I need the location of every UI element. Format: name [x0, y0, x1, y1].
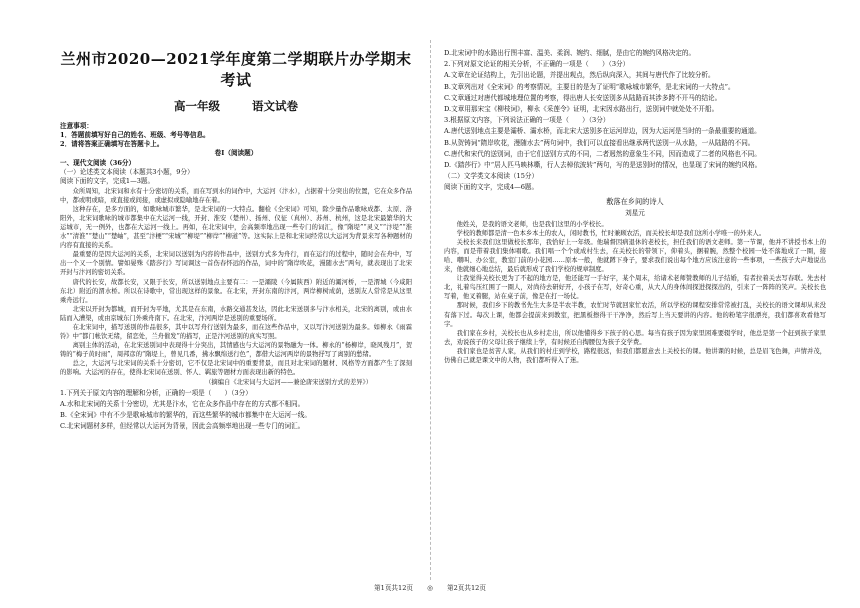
story-paragraph: 我们家也是贫苦人家，从我们的村庄到学校，路程很远，但我们都愿意去上关校长的课。他讲课的时候，总是眉飞色舞，声情并茂，仿佛自己就是课文中的人物，我们都听得入了迷。: [444, 347, 826, 365]
exam-title: 兰州市2020—2021学年度第二学期联片办学期末考试: [60, 50, 412, 89]
article-author: 刘星元: [625, 208, 645, 217]
instruction: 阅读下面的文字，完成1—3题。: [60, 177, 155, 186]
passage: [60, 187, 412, 378]
passage-paragraph: 这种存在，是多方面的，如歌咏城市繁华，是北宋词的一大特点。翻检《全宋词》可知，除少量作品歌咏成都、太原、洛阳外，北宋词歌咏的城市都集中在大运河一线，开封、淮安（楚州）、扬州、仪征（真州）、苏州、杭州，这是北宋最繁华的大运城市，无一例外，也都在大运河一线上。再如，在北宋词中，会高频率地出现一些专门的词汇，像“隋堤”“灵义”“汴堤”“淮水”“清淮”“楚山”“楚岫”，甚至“汴梗”“宋城”“柳堤”“柳岸”“柳道”等。这实际上是和北宋词经常以大运河为背景来写各种题材的内容有直接的关系。: [60, 205, 412, 250]
notes-heading: 注意事项：: [60, 122, 93, 130]
passage-paragraph: 北宋以开封为都城，而开封为平地，尤其是在东南，水路交通甚发达，因此北宋送别多与汴水相关，北宋的离别，或由水陆而入漕渠，或由京城东门外乘舟南下。在北宋，汴河两岸是送别的重要场所。: [60, 305, 412, 322]
notes-item: 2．请将答案正确填写在答题卡上。: [60, 140, 164, 149]
passage-paragraph: 唐代的长安，故都长安，又限于长安，所以送别地点主要有二：一是灞陵（今属陕西）附近的灞河桥，一是渭城（今咸阳东北）附近的渭水桥。所以在诗歌中，常出现这样的景象。在北宋，开封东南的汴河，两岸柳树成荫，送别友人常常是从这里乘舟远行。: [60, 278, 412, 304]
question-option: C.北宋词题材多样，但经常以大运河为背景，因此会高频率地出现一些专门的词汇。: [60, 422, 305, 431]
passage-paragraph: 众所周知，北宋词和水有十分密切的关系，而在写到水的词作中，大运河（汴水），占据着十分突出的位置，它在众多作品中，都或明或暗，或直接或间接，或虚拟或隐喻地存在着。: [60, 187, 412, 204]
question-option: D.北宋词中的水路出行图丰富、温美、柔润、婉约、细腻，是由它的婉约风格决定的。: [444, 49, 696, 57]
question-option: B.从贺铸词“隋岸吹花，漫随水去”两句词中，我们可以直接看出继承两代送别一从水路，一从陆路的不同。: [444, 138, 755, 147]
story-paragraph: 关校长来我们这里做校长那年，我恰好上一年级。他瑞督因病退休的老校长，担任我们的语文老师。第一节课，他并不讲授书本上的内容，而是带着我们集体唱歌。我们唱一个个或成村生去，在关校长的带领下，仰着头，捆着腕，然整个校园一处不落地成了一圈，接哈、嘲叫、办公室，教室门前的小花园……原本一般，他就蹲下身子，要求我们说出每个地方应该注意的一些事项，一些孩子大声地说出来，他就细心地总结，最后就形成了我们学校的规章制度。: [444, 238, 826, 274]
question-option: B.文章列出对《全宋词》的考察情况，主要目的是为了证明“歌咏城市繁华，是北宋词的一大特点”。: [444, 82, 735, 91]
question-option: C.文章通过对唐代都城地理位置的考察，得出唐人长安送别多从陆路而其涉多跨不开马的结论。: [444, 93, 722, 102]
story-paragraph: 我们家在乡村，关校长也从乡村走出，所以他懂得乡下孩子的心思。每当有孩子因为家里困难要辍学时，他总是第一个赶到孩子家里去，劝说孩子的父母让孩子继续上学，有时候还自掏腰包为孩子交学费。: [444, 329, 826, 346]
volume-label: 卷I（阅读题）: [214, 149, 258, 158]
notes-item: 1．答题前填写好自己的姓名、班级、考号等信息。: [60, 131, 210, 140]
right-page: [430, 0, 860, 608]
story-paragraph: 他姓关，是我的语文老师，也是我们这里的小学校长。: [456, 220, 608, 228]
exam-subtitle: [60, 98, 412, 114]
subsection-heading: （二）文学类文本阅读（15分）: [444, 172, 539, 181]
passage-paragraph: 最重要的是因大运河的关系，北宋词以送别为内容的作品中，送别方式多为舟行，而在运行的过程中，随时会在舟中，写出一个又一个别情。譬如晏殊《踏莎行》写词调这一首伤春怀远的作品，词中的“隋岸吹花，漫随水去”两句，就表现出了北宋开封与汴河的密切关系。: [60, 251, 412, 277]
page-footer: [0, 582, 860, 592]
story-paragraph: 那时候，我们乡下的教书先生大多是半农半教，农忙时节就回家忙农活，所以学校的课程安排常常被打乱，关校长的语文课却从来没有落下过。每次上课，他都会提前来到教室，把黑板擦得干干净净，然后写上当天要讲的内容。他的粉笔字很漂亮，我们都喜欢看他写字。: [444, 302, 826, 328]
question-option: A.文章在论证结构上，先引出论题，并提出观点，然后纵向深入，其间与唐代作了比较分析。: [444, 71, 715, 80]
subject-label: 语文试卷: [252, 99, 298, 113]
passage-paragraph: 在北宋词中，描写送别的作品很多，其中以写舟行送别为最多，而在这些作品中，又以写汴河送别为最多。如柳永《雨霖铃》中“都门帐饮无绪，留恋处，兰舟催发”的描写，正是汴河送别的真实写照。: [60, 323, 412, 341]
passage-paragraph: 总之，大运河与北宋词的关系十分密切，它不仅是北宋词中的重要背景，而且对北宋词的题材、风格等方面都产生了深刻的影响。大运河的存在，使得北宋词在送别、怀人、羁旅等题材方面表现出新的特色。: [60, 360, 412, 377]
instruction: 阅读下面的文字，完成4—6题。: [444, 183, 539, 192]
story-paragraph: 学校的教师都是清一色本乡本土的农人，闲时教书，忙时兼顾农活，而关校长却是我们这所小学唯一的外来人。: [456, 229, 766, 237]
subsection-heading: （一）论述类文本阅读（本题共3小题，9分）: [60, 168, 194, 177]
question-stem: 2.下列对原文论证的相关分析，不正确的一项是（ ）（3分）: [444, 60, 630, 69]
section-heading: 一、现代文阅读（36分）: [60, 159, 136, 168]
question-option: C.唐代和宋代的送别词，由于它们送别方式的不同，二者迥然的意象生不同，因而造成了二者的风格也不同。: [444, 149, 761, 158]
article-title: 敷落在乡间的诗人: [606, 196, 664, 206]
passage-source: （摘编自《北宋词与大运河——兼论唐宋送别方式的差异》）: [205, 378, 372, 386]
question-option: D.文章用那宋宝《柳枝词》，柳永《采莲令》证明，北宋因水路出行，送别词中就处处不开船。: [444, 105, 719, 114]
grade-label: 高一年级: [173, 99, 220, 113]
passage-paragraph: 离别主体的活动，在北宋送别词中表现得十分突出，其情感也与大运河的景物融为一体。柳永的“杨柳岸，晓风残月”，贺铸的“梅子黄时雨”，周邦彦的“隋堤上，曾见几番，拂水飘绵送行色”，都借大运河两岸的景物抒写了离别的愁绪。: [60, 342, 412, 359]
story: [444, 220, 826, 366]
question-stem: 3.根据原文内容，下列说法正确的一项是（ ）（3分）: [444, 116, 610, 125]
story-paragraph: 让我觉得关校长更为了不起的地方是，他还能写一手好字，某个周末，给诸术老师赞教师的儿子结婚，有者拉着关去写春联。先去村北，礼着鸟压红围了一圈人，对尚待去研好开，小孩子在写，好奇心重，从大人的身体间探进探探出的，引来了一阵阵的笑声。关校长也写着，他叉着腿，站在桌子前，像是在打一场仗。: [444, 275, 826, 301]
page-number-right: 第2页共12页: [446, 584, 486, 592]
page-number-left: 第1页共12页: [374, 584, 413, 592]
question-stem: 1.下列关于原文内容的理解和分析，正确的一项是（ ）（3分）: [60, 388, 252, 397]
question-option: A.唐代送别地点主要是灞桥、灞水桥，而北宋大送别多在运河岸边，因为大运河是当时的一条最重要的通道。: [444, 127, 761, 136]
question-option: A.水和北宋词的关系十分密切，尤其是汴水，它在众多作品中存在的方式都不相同。: [60, 399, 305, 408]
question-option: D.《踏莎行》中“居人匹马映林嘶，行人去棹依波转”两句，写的是送别时的情况，也显现了宋词的婉约风格。: [444, 161, 762, 170]
binding-mark: ◎: [427, 584, 433, 592]
question-option: B.《全宋词》中有不少是歌咏城市的繁华的，而这些繁华的城市都集中在大运河一线。: [60, 410, 311, 419]
